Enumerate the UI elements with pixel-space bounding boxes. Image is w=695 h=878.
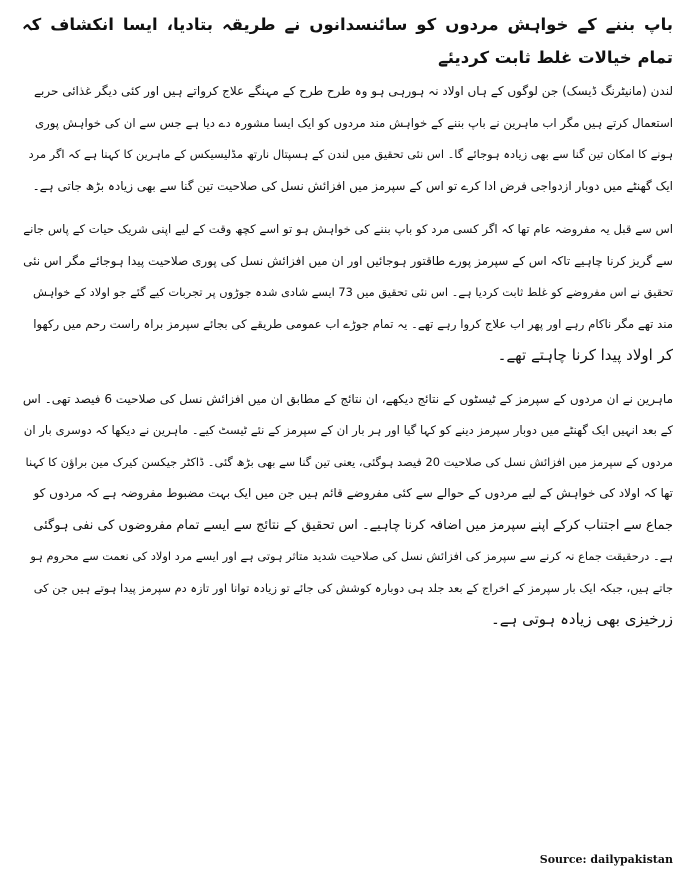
- paragraph-line: لندن (مانیٹرنگ ڈیسک) جن لوگوں کے ہاں اولاد نہ ہورہی ہو وہ طرح طرح کے مہنگے علاج کرواتے ہیں اور کئی دیگر غذائی حربے: [33, 84, 673, 98]
- article-paragraph-2: [22, 214, 673, 372]
- paragraph-line: تھا کہ اولاد کی خواہش کے لیے مردوں کے حوالے سے کئی مفروضے قائم ہیں جن میں ایک بہت مضبوط مفروضہ ہے کہ مردوں کو: [33, 486, 673, 500]
- paragraph-line: کے بعد انہیں ایک گھنٹے میں دوبار سپرمز دینے کو کہا گیا اور ہر بار ان کے سپرمز کے نئے ٹیسٹ کیے۔ ماہرین نے دیکھا کہ دوسری بار ان: [23, 423, 673, 437]
- paragraph-line: اس سے قبل یہ مفروضہ عام تھا کہ اگر کسی مرد کو باپ بننے کی خواہش ہو تو اسے کچھ وقت کے لیے اپنی شریک حیات کے پاس جانے: [23, 222, 673, 236]
- paragraph-line: استعمال کرتے ہیں مگر اب ماہرین نے باپ بننے کے خواہش مند مردوں کو ایک ایسا مشورہ دے دیا ہے جس سے ان کی خواہش پوری: [34, 115, 673, 130]
- paragraph-line: مردوں کے سپرمز میں افزائش نسل کی صلاحیت 20 فیصد ہوگئی، یعنی تین گنا سے بھی بڑھ گئی۔ ڈاکٹر جیکسن کیرک مین براؤن کا کہنا: [25, 454, 673, 469]
- paragraph-line: ہے۔ درحقیقت جماع نہ کرنے سے سپرمز کی افزائش نسل کی صلاحیت شدید متاثر ہوتی ہے اور ایسے مرد اولاد کی نعمت سے محروم ہو: [30, 549, 673, 563]
- paragraph-line: ماہرین نے ان مردوں کے سپرمز کے ٹیسٹوں کے نتائج دیکھے، ان نتائج کے مطابق ان میں افزائش نسل کی صلاحیت 6 فیصد تھی۔ اس: [22, 391, 673, 406]
- paragraph-line: مند تھے مگر ناکام رہے اور پھر اب علاج کروا رہے تھے۔ یہ تمام جوڑے اب عمومی طریقے کی بجائے سپرمز براہ راست رحم میں رکھوا: [33, 316, 673, 331]
- paragraph-line: کر اولاد پیدا کرنا چاہتے تھے۔: [497, 346, 673, 364]
- article-paragraph-1: [22, 76, 673, 202]
- source-credit: Source: dailypakistan: [539, 853, 673, 866]
- paragraph-line: ہونے کا امکان تین گنا سے بھی زیادہ ہوجائے گا۔ اس نئی تحقیق میں لندن کے ہسپتال نارتھ مڈلیسیکس کے ماہرین کا کہنا ہے کہ اگر مرد: [28, 147, 673, 161]
- paragraph-line: ایک گھنٹے میں دوبار ازدواجی فرض ادا کرے تو اس کے سپرمز میں افزائش نسل کی صلاحیت تین گنا سے بھی زیادہ بڑھ جاتی ہے۔: [32, 178, 673, 193]
- paragraph-line: سے گریز کرنا چاہیے تاکہ اس کے سپرمز پورے طاقتور ہوجائیں اور ان میں افزائش نسل کی پوری صلاحیت پیدا ہوجائے مگر اس نئی: [23, 253, 673, 268]
- paragraph-line: جماع سے اجتناب کرکے اپنے سپرمز میں اضافہ کرنا چاہیے۔ اس تحقیق کے نتائج سے ایسے تمام مفروضوں کی نفی ہوگئی: [33, 517, 673, 533]
- article-title: باپ بننے کے خواہش مردوں کو سائنسدانوں نے طریقہ بتادیا، ایسا انکشاف کہ تمام خیالات غلط ثابت کردیئے: [22, 15, 673, 67]
- article-paragraph-3: [22, 384, 673, 636]
- paragraph-line: زرخیزی بھی زیادہ ہوتی ہے۔: [490, 610, 673, 628]
- paragraph-line: جاتے ہیں، جبکہ ایک بار سپرمز کے اخراج کے بعد جلد ہی دوبارہ کوشش کی جائے تو زیادہ توانا اور تازہ دم سپرمز پیدا ہوتے ہیں جن کی: [33, 580, 673, 595]
- paragraph-line: تحقیق نے اس مفروضے کو غلط ثابت کردیا ہے۔ اس نئی تحقیق میں 73 ایسے شادی شدہ جوڑوں پر تجربات کیے گئے جو اولاد کے خواہش: [33, 285, 673, 299]
